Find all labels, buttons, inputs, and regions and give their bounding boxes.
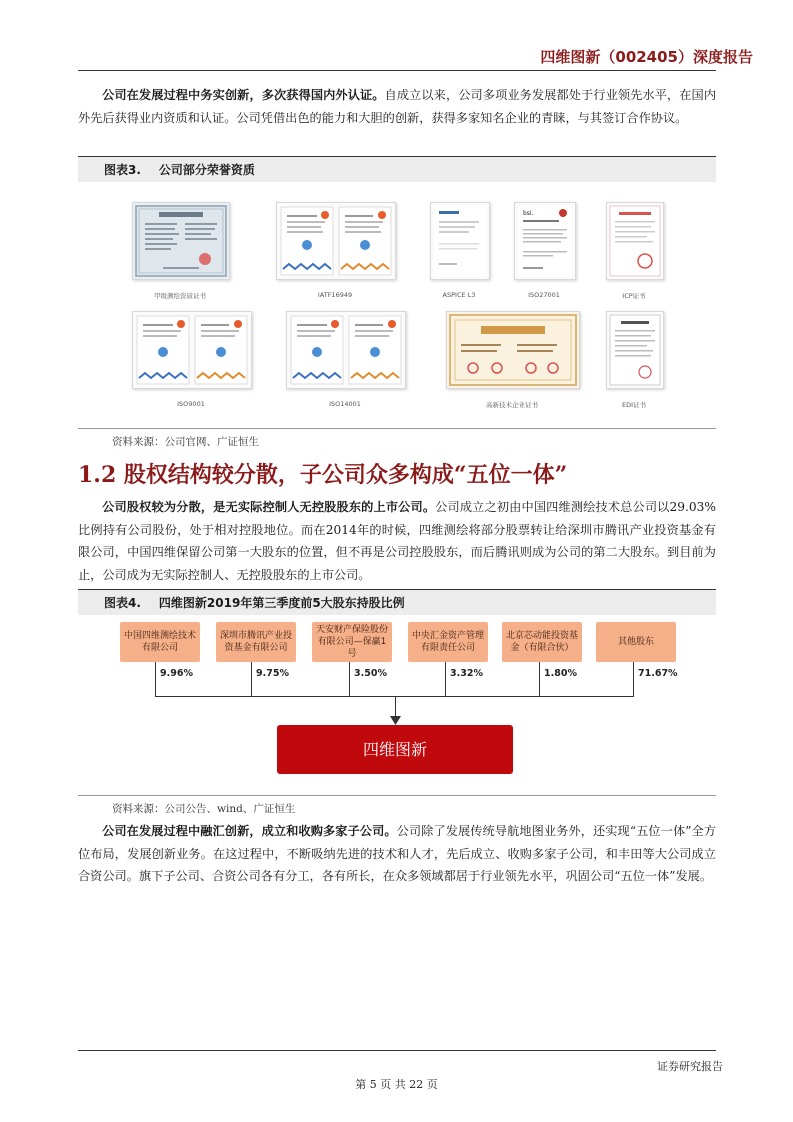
shareholder-box: 北京芯动能投资基金（有限合伙）: [502, 622, 582, 662]
figure-3-number: 图表3.: [104, 163, 141, 177]
paragraph-lead: 公司股权较为分散，是无实际控制人无控股股东的上市公司。: [102, 500, 436, 514]
header-rule: [78, 70, 716, 71]
figure-4-title-bar: [78, 589, 716, 615]
certificate-label: ISO9001: [177, 400, 205, 408]
paragraph-shareholding: [78, 496, 716, 586]
paragraph-lead: 公司在发展过程中融汇创新，成立和收购多家子公司。: [102, 824, 397, 838]
certificate-image-iso14001: [286, 311, 406, 389]
shareholder-box: 中央汇金资产管理有限责任公司: [408, 622, 488, 662]
shareholder-pct: 3.32%: [450, 668, 483, 679]
paragraph-body: 公司成立之初由中国四维测绘技术总公司以29.03%比例持有公司股份，处于相对控股地位。而在2014年的时候，四维测绘将部分股票转让给深圳市腾讯产业投资基金有限公司，中国四维保留公司第一大股东的位置，但不再是公司控股股东，而后腾讯则成为公司的第二大股东。到目前为止，公司成为无实际控制人、无控股股东的上市公司。: [78, 500, 716, 582]
connector-line: [633, 662, 634, 696]
certificate-label: ASPICE L3: [442, 291, 476, 299]
figure-3-bottom-rule: [78, 428, 716, 429]
shareholder-pct: 1.80%: [544, 668, 577, 679]
paragraph-subsidiaries: [78, 820, 716, 888]
certificate-image-aspice: [430, 202, 490, 280]
certificate-label: 甲级测绘资质证书: [154, 292, 206, 300]
footer-rule: [78, 1050, 716, 1051]
certificate-image-iso9001: [132, 311, 252, 389]
footer-report-type: 证券研究报告: [657, 1060, 723, 1073]
certificate-label: ISO27001: [528, 291, 560, 299]
paragraph-certifications: [78, 84, 716, 129]
connector-line: [155, 662, 156, 696]
paragraph-body: 自成立以来，公司多项业务发展都处于行业领先水平，在国内外先后获得业内资质和认证。公司凭借出色的能力和大胆的创新，获得多家知名企业的青睐，与其签订合作协议。: [78, 88, 717, 125]
certificate-image-icp: [606, 202, 664, 280]
shareholder-pct: 9.75%: [256, 668, 289, 679]
certificate-image-surveying: [132, 202, 230, 280]
certificate-label: IATF16949: [317, 291, 353, 299]
shareholder-pct: 3.50%: [354, 668, 387, 679]
shareholder-box: 深圳市腾讯产业投资基金有限公司: [216, 622, 296, 662]
connector-line: [539, 662, 540, 696]
footer-page-number: 第 5 页 共 22 页: [355, 1078, 438, 1091]
shareholder-box: 其他股东: [596, 622, 676, 662]
figure-3-source: 资料来源：公司官网、广证恒生: [112, 436, 259, 448]
certificate-label: EDI证书: [621, 401, 647, 409]
certificate-label: ISO14001: [329, 400, 361, 408]
section-heading: 1.2 股权结构较分散，子公司众多构成“五位一体”: [78, 462, 568, 488]
company-box: 四维图新: [277, 725, 513, 774]
figure-4-source: 资料来源：公司公告、wind、广证恒生: [112, 803, 296, 815]
shareholder-pct: 9.96%: [160, 668, 193, 679]
figure-3-title: 公司部分荣誉资质: [158, 163, 255, 177]
certificate-image-edi: [606, 311, 664, 389]
shareholder-box: 天安财产保险股份有限公司—保赢1号: [312, 622, 392, 662]
certificate-label: ICP证书: [622, 292, 646, 300]
shareholder-pct: 71.67%: [638, 668, 678, 679]
connector-line: [251, 662, 252, 696]
certificate-image-hightech: [446, 311, 580, 389]
figure-3-title-bar: [78, 156, 716, 182]
certificate-image-iso27001: [514, 202, 576, 280]
paragraph-lead: 公司在发展过程中务实创新，多次获得国内外认证。: [102, 88, 385, 102]
arrow-down-icon: [390, 716, 401, 725]
shareholder-box: 中国四维测绘技术有限公司: [120, 622, 200, 662]
connector-line: [349, 662, 350, 696]
report-header-title: 四维图新（002405）深度报告: [540, 48, 753, 66]
certificate-image-iatf16949: [276, 202, 396, 280]
figure-4-number: 图表4.: [104, 596, 141, 610]
figure-4-bottom-rule: [78, 795, 716, 796]
connector-line: [445, 662, 446, 696]
figure-4-title: 四维图新2019年第三季度前5大股东持股比例: [158, 596, 405, 610]
paragraph-body: 公司除了发展传统导航地图业务外，还实现“五位一体”全方位布局，发展创新业务。在这过程中，不断吸纳先进的技术和人才，先后成立、收购多家子公司，和丰田等大公司成立合资公司。旗下子公司、合资公司各有分工，各有所长，在众多领域都居于行业领先水平，巩固公司“五位一体”发展。: [78, 824, 717, 883]
certificate-label: 高新技术企业证书: [486, 401, 538, 409]
svg-text:bsi.: bsi.: [523, 210, 534, 217]
